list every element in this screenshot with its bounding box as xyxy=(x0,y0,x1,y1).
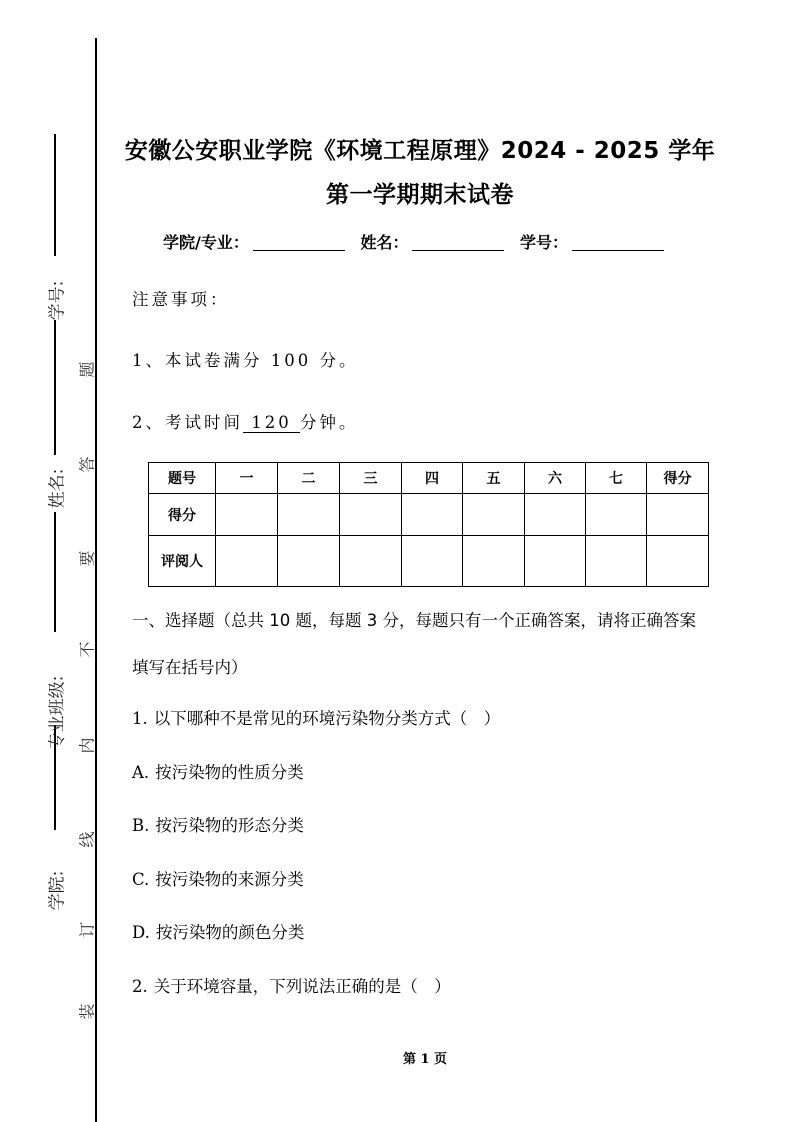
option-key: B. xyxy=(132,816,150,835)
reviewer-cell[interactable] xyxy=(216,536,278,587)
student-id-label: 学号： xyxy=(520,233,569,252)
seal-char: 答 xyxy=(77,456,97,473)
question-2 xyxy=(132,973,451,997)
notes-item-2 xyxy=(132,409,358,433)
header-cell: 题号 xyxy=(149,463,216,494)
seal-char: 订 xyxy=(77,921,97,938)
score-cell[interactable] xyxy=(525,494,586,536)
option-a xyxy=(132,759,304,783)
header-cell: 一 xyxy=(216,463,278,494)
reviewer-row xyxy=(149,536,709,587)
margin-label-name: 姓名: xyxy=(47,468,68,509)
question-number: 2. xyxy=(132,977,148,996)
score-table-header-row xyxy=(149,463,709,494)
reviewer-cell[interactable] xyxy=(278,536,340,587)
reviewer-cell[interactable] xyxy=(463,536,525,587)
row-label: 评阅人 xyxy=(149,536,216,587)
margin-label-college: 学院: xyxy=(47,870,68,911)
student-info-line xyxy=(163,230,674,253)
option-key: C. xyxy=(132,870,150,889)
section-1-instructions: 一、选择题（总共 10 题，每题 3 分，每题只有一个正确答案，请将正确答案填写在括号内） xyxy=(132,611,696,677)
notes-item-2-suffix: 分钟。 xyxy=(299,413,359,432)
option-key: A. xyxy=(132,763,150,782)
header-cell: 七 xyxy=(586,463,647,494)
page-title: 安徽公安职业学院《环境工程原理》2024 - 2025 学年 xyxy=(124,138,716,164)
score-table xyxy=(148,462,709,587)
margin-blank-name xyxy=(54,320,56,455)
score-cell[interactable] xyxy=(278,494,340,536)
binding-line xyxy=(95,38,97,1122)
college-major-field[interactable] xyxy=(253,234,345,251)
exam-duration-value: 120 xyxy=(243,413,300,432)
seal-char: 内 xyxy=(77,737,97,754)
name-field[interactable] xyxy=(412,234,504,251)
notes-heading: 注意事项： xyxy=(132,290,230,309)
header-cell: 三 xyxy=(340,463,402,494)
header-cell: 六 xyxy=(525,463,586,494)
question-text: 以下哪种不是常见的环境污染物分类方式（ ） xyxy=(153,709,501,728)
seal-char: 题 xyxy=(77,361,97,378)
option-c xyxy=(132,866,304,890)
header-cell: 四 xyxy=(402,463,463,494)
question-text: 关于环境容量，下列说法正确的是（ ） xyxy=(153,977,451,996)
student-id-field[interactable] xyxy=(572,234,664,251)
margin-label-class: 专业班级: xyxy=(47,675,68,750)
reviewer-cell[interactable] xyxy=(647,536,709,587)
margin-blank-class xyxy=(54,512,56,632)
score-row xyxy=(149,494,709,536)
option-b xyxy=(132,812,304,836)
notes-item-1: 1、本试卷满分 100 分。 xyxy=(132,351,359,370)
option-text: 按污染物的形态分类 xyxy=(155,816,304,835)
header-cell: 得分 xyxy=(647,463,709,494)
margin-blank-student-id xyxy=(54,134,56,256)
option-text: 按污染物的性质分类 xyxy=(155,763,304,782)
score-cell[interactable] xyxy=(340,494,402,536)
option-text: 按污染物的来源分类 xyxy=(155,870,304,889)
page-number: 第 1 页 xyxy=(402,1052,448,1067)
score-cell[interactable] xyxy=(216,494,278,536)
question-number: 1. xyxy=(132,709,148,728)
notes-item-2-prefix: 2、考试时间 xyxy=(132,413,243,432)
seal-char: 线 xyxy=(77,831,97,848)
reviewer-cell[interactable] xyxy=(402,536,463,587)
option-text: 按污染物的颜色分类 xyxy=(155,923,305,942)
seal-char: 要 xyxy=(77,550,97,567)
college-major-label: 学院/专业： xyxy=(163,233,249,252)
reviewer-cell[interactable] xyxy=(525,536,586,587)
score-cell[interactable] xyxy=(647,494,709,536)
option-d xyxy=(132,919,304,943)
row-label: 得分 xyxy=(149,494,216,536)
option-key: D. xyxy=(132,923,150,942)
margin-label-student-id: 学号: xyxy=(47,280,68,321)
header-cell: 二 xyxy=(278,463,340,494)
seal-char: 装 xyxy=(77,1003,97,1020)
name-label: 姓名： xyxy=(360,233,409,252)
score-cell[interactable] xyxy=(402,494,463,536)
question-1 xyxy=(132,705,500,729)
reviewer-cell[interactable] xyxy=(340,536,402,587)
page-subtitle: 第一学期期末试卷 xyxy=(326,182,514,208)
score-cell[interactable] xyxy=(586,494,647,536)
seal-char: 不 xyxy=(77,641,97,658)
reviewer-cell[interactable] xyxy=(586,536,647,587)
header-cell: 五 xyxy=(463,463,525,494)
score-cell[interactable] xyxy=(463,494,525,536)
